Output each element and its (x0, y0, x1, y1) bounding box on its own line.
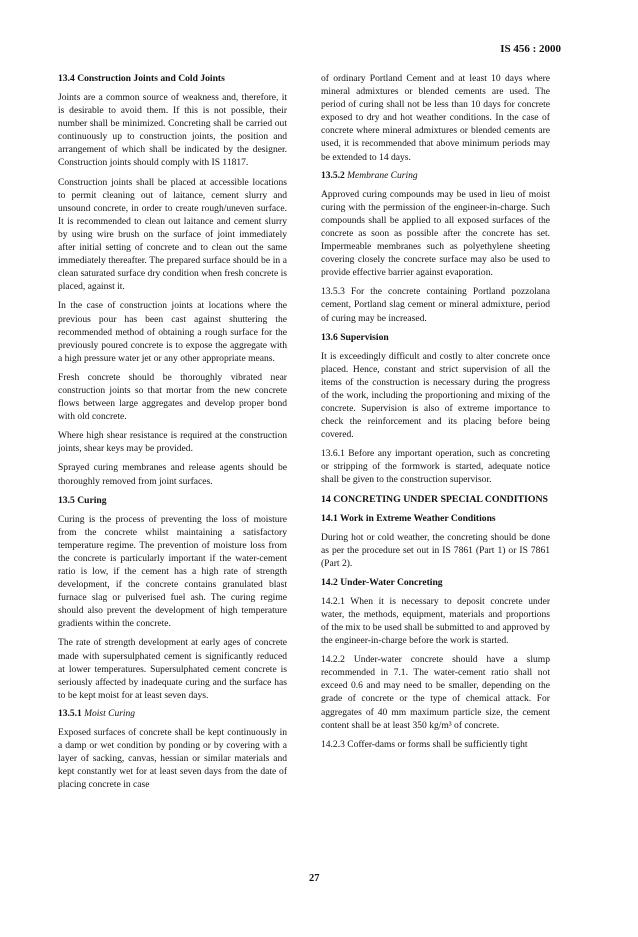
subsection-number: 13.5.1 (58, 708, 82, 719)
section-heading-14-1: 14.1 Work in Extreme Weather Conditions (321, 512, 496, 524)
paragraph: The rate of strength development at early ages of concrete made with supersulphated cement is significantly reduced at lower temperatures. Supersulphated cement concrete is seriously affected by inadequate curing and the surface has to be kept moist for at least seven days. (58, 637, 287, 701)
section-heading-14: 14 CONCRETING UNDER SPECIAL CONDITIONS (321, 493, 548, 505)
paragraph: Approved curing compounds may be used in lieu of moist curing with the permission of the engineer-in-charge. Such compounds shall be applied to all exposed surfaces of the concrete as soon as possible after the concrete has set. Impermeable membranes such as polyethylene sheeting covering closely the concrete surface may also be used to provide effective barrier against evaporation. (321, 188, 550, 279)
paragraph: Construction joints shall be placed at accessible locations to permit cleaning out of laitance, cement slurry and unsound concrete, in order to create rough/uneven surface. It is recommended to clean out laitance and cement slurry by using wire brush on the surface of joint immediately after initial setting of concrete and to clean out the same immediately thereafter. The prepared surface should be in a clean saturated surface dry condition when fresh concrete is placed, against it. (58, 176, 287, 293)
left-column (58, 72, 287, 797)
section-heading-13-6: 13.6 Supervision (321, 331, 389, 343)
paragraph: 14.2.2 Under-water concrete should have a slump recommended in 7.1. The water-cement ratio shall not exceed 0.6 and may need to be smaller, depending on the grade of concrete or the type of chemical attack. For aggregates of 40 mm maximum particle size, the cement content shall be at least 350 kg/m³ of concrete. (321, 654, 550, 731)
paragraph: During hot or cold weather, the concreting should be done as per the procedure set out in IS 7861 (Part 1) or IS 7861 (Part 2). (321, 531, 550, 569)
paragraph: of ordinary Portland Cement and at least 10 days where mineral admixtures or blended cements are used. The period of curing shall not be less than 10 days for concrete exposed to dry and hot weather conditions. In the case of concrete where mineral admixtures or blended cements are used, it is recommended that above minimum periods may be extended to 14 days. (321, 73, 550, 163)
subsection-number: 13.5.2 (321, 170, 345, 181)
paragraph: Exposed surfaces of concrete shall be kept continuously in a damp or wet condition by ponding or by covering with a layer of sacking, canvas, hessian or similar materials and kept constantly wet for at least seven days from the date of placing concrete in case (58, 726, 287, 791)
subsection-title: Moist Curing (84, 708, 136, 719)
paragraph: 13.6.1 Before any important operation, such as concreting or stripping of the formwork is started, adequate notice shall be given to the construction supervisor. (321, 448, 550, 486)
paragraph: Sprayed curing membranes and release agents should be thoroughly removed from joint surfaces. (58, 462, 287, 487)
section-heading-13-5: 13.5 Curing (58, 494, 107, 506)
section-heading-14-2: 14.2 Under-Water Concreting (321, 576, 443, 588)
paragraph: 14.2.1 When it is necessary to deposit concrete under water, the methods, equipment, materials and proportions of the mix to be used shall be submitted to and approved by the engineer-in-charge before the work is started. (321, 595, 550, 647)
paragraph: 13.5.3 For the concrete containing Portland pozzolana cement, Portland slag cement or mineral admixture, period of curing may be increased. (321, 286, 550, 324)
paragraph: Joints are a common source of weakness and, therefore, it is desirable to avoid them. If this is not possible, their number shall be minimized. Concreting shall be carried out continuously up to construction joints, the position and arrangement of which shall be indicated by the designer. Construction joints should comply with IS 11817. (58, 92, 287, 169)
section-heading-13-4: 13.4 Construction Joints and Cold Joints (58, 73, 225, 84)
paragraph: 14.2.3 Coffer-dams or forms shall be sufficiently tight (321, 738, 528, 750)
paragraph: Where high shear resistance is required at the construction joints, shear keys may be provided. (58, 430, 287, 455)
paragraph: It is exceedingly difficult and costly to alter concrete once placed. Hence, constant and strict supervision of all the items of the construction is necessary during the progress of the work, including the proportioning and mixing of the concrete. Supervision is also of extreme importance to check the reinforcement and its placing before being covered. (321, 350, 550, 441)
subsection-heading-13-5-1 (58, 708, 287, 721)
standard-code-header: IS 456 : 2000 (500, 43, 561, 55)
paragraph: Fresh concrete should be thoroughly vibrated near construction joints so that mortar from the new concrete flows between large aggregates and develop proper bond with old concrete. (58, 371, 287, 423)
right-column (321, 72, 550, 757)
subsection-heading-13-5-2 (321, 170, 550, 183)
page-number: 27 (309, 873, 320, 884)
paragraph: Curing is the process of preventing the loss of moisture from the concrete whilst maintaining a satisfactory temperature regime. The prevention of moisture loss from the concrete is particularly important if the water-cement ratio is low, if the cement has a high rate of strength development, if the concrete contains granulated blast furnace slag or pulverised fuel ash. The curing regime should also prevent the development of high temperature gradients within the concrete. (58, 513, 287, 630)
paragraph: In the case of construction joints at locations where the previous pour has been cast against shuttering the recommended method of obtaining a rough surface for the previously poured concrete is to expose the aggregate with a high pressure water jet or any other appropriate means. (58, 300, 287, 364)
subsection-title: Membrane Curing (347, 170, 418, 181)
